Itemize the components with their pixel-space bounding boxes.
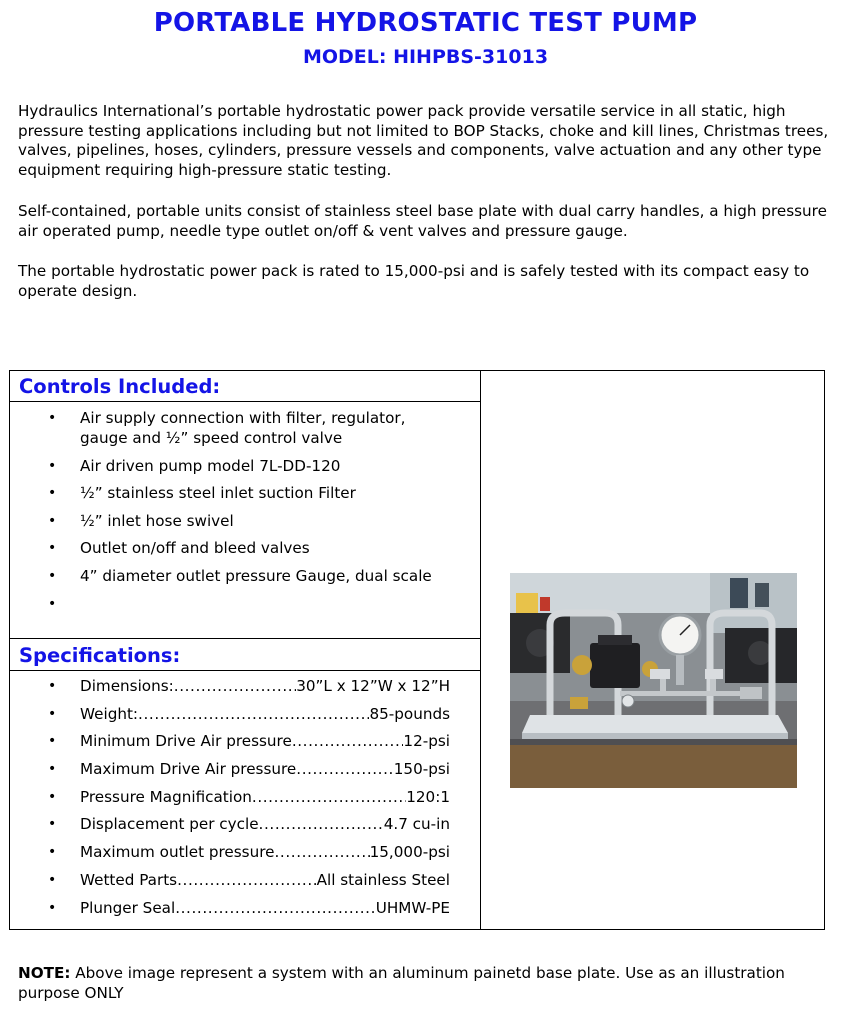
list-item-text: Air supply connection with filter, regulator, gauge and ½” speed control valve — [80, 409, 406, 447]
spec-value: All stainless Steel — [316, 870, 450, 889]
dot-leader — [274, 842, 369, 862]
spec-row — [10, 787, 450, 815]
dot-leader — [292, 731, 404, 751]
bullet-icon: • — [48, 733, 57, 750]
spec-value: 30”L x 12”W x 12”H — [296, 677, 450, 695]
list-item — [10, 483, 450, 503]
list-item-text: ½” stainless steel inlet suction Filter — [80, 484, 356, 503]
list-item — [10, 594, 450, 614]
spec-row — [10, 759, 450, 787]
spec-row — [10, 870, 450, 898]
intro-paragraph-2: Self-contained, portable units consist of stainless steel base plate with dual carry handles, a high pressure air operated pump, needle type outlet on/off & vent valves and pressure gauge. — [18, 202, 827, 240]
bullet-icon: • — [48, 678, 57, 694]
spec-value: 12-psi — [403, 732, 450, 751]
dot-leader — [296, 759, 393, 779]
specifications-list — [10, 676, 480, 925]
spec-row — [10, 676, 450, 704]
list-item-text: Air driven pump model 7L-DD-120 — [80, 456, 341, 475]
bullet-icon: • — [48, 595, 57, 612]
features-column — [10, 371, 481, 929]
page-title: PORTABLE HYDROSTATIC TEST PUMP — [153, 8, 698, 38]
spec-value: 15,000-psi — [369, 843, 450, 862]
bullet-icon: • — [48, 410, 57, 426]
spec-label: Maximum outlet pressure — [80, 843, 275, 862]
list-item — [10, 511, 450, 531]
bullet-icon: • — [48, 761, 57, 778]
list-item — [10, 538, 450, 558]
spec-row — [10, 704, 450, 732]
bullet-icon: • — [48, 899, 57, 916]
dot-leader — [138, 704, 369, 724]
list-item — [10, 566, 450, 586]
spec-label: Dimensions: — [80, 677, 174, 695]
list-item — [10, 408, 450, 448]
dot-leader — [174, 676, 296, 696]
spec-label: Wetted Parts — [80, 870, 178, 889]
spec-label: Weight: — [80, 704, 139, 723]
controls-heading: Controls Included: — [10, 372, 480, 402]
bullet-icon: • — [48, 512, 57, 529]
product-table — [9, 370, 825, 930]
dot-leader — [252, 787, 406, 807]
spec-value: 120:1 — [406, 787, 450, 806]
spec-label: Plunger Seal — [80, 898, 176, 917]
spec-row — [10, 731, 450, 759]
spec-row — [10, 842, 450, 870]
spec-label: Pressure Magnification — [80, 787, 252, 806]
spec-value: 4.7 cu-in — [383, 815, 450, 834]
bullet-icon: • — [48, 457, 57, 474]
spec-value: UHMW-PE — [375, 898, 450, 917]
spec-row — [10, 814, 450, 842]
bullet-icon: • — [48, 844, 57, 861]
specifications-heading: Specifications: — [10, 638, 480, 671]
spec-label: Minimum Drive Air pressure — [80, 732, 292, 751]
bullet-icon: • — [48, 871, 57, 888]
dot-leader — [175, 898, 376, 918]
spec-value: 150-psi — [393, 760, 450, 779]
intro-paragraph-3: The portable hydrostatic power pack is rated to 15,000-psi and is safely tested with its compact easy to operate design. — [18, 262, 810, 300]
bullet-icon: • — [48, 816, 57, 833]
spec-label: Displacement per cycle — [80, 815, 259, 834]
bullet-icon: • — [48, 485, 57, 502]
list-item-text: ½” inlet hose swivel — [80, 511, 234, 530]
dot-leader — [259, 814, 384, 834]
bullet-icon: • — [48, 788, 57, 805]
spec-row — [10, 898, 450, 926]
product-photo — [510, 573, 797, 788]
dot-leader — [177, 870, 317, 890]
note — [18, 963, 818, 1003]
controls-list — [10, 408, 480, 621]
bullet-icon: • — [48, 705, 57, 722]
bullet-icon: • — [48, 540, 57, 557]
spec-value: 85-pounds — [369, 704, 450, 723]
note-label: NOTE: — [18, 964, 71, 982]
list-item — [10, 456, 450, 476]
spec-label: Maximum Drive Air pressure — [80, 760, 297, 779]
list-item-text: 4” diameter outlet pressure Gauge, dual scale — [80, 566, 432, 585]
bullet-icon: • — [48, 567, 57, 584]
note-text: Above image represent a system with an aluminum painetd base plate. Use as an illustration purpose ONLY — [18, 964, 785, 1002]
intro-paragraph-1: Hydraulics International’s portable hydrostatic power pack provide versatile service in all static, high pressure testing applications including but not limited to BOP Stacks, choke and kill lines, Christmas trees, valves, pipelines, hoses, cylinders, pressure vessels and components, valve actuation and any other type equipment requiring high-pressure static testing. — [18, 102, 829, 179]
list-item-text: Outlet on/off and bleed valves — [80, 539, 310, 558]
model-number: MODEL: HIHPBS-31013 — [302, 46, 549, 68]
